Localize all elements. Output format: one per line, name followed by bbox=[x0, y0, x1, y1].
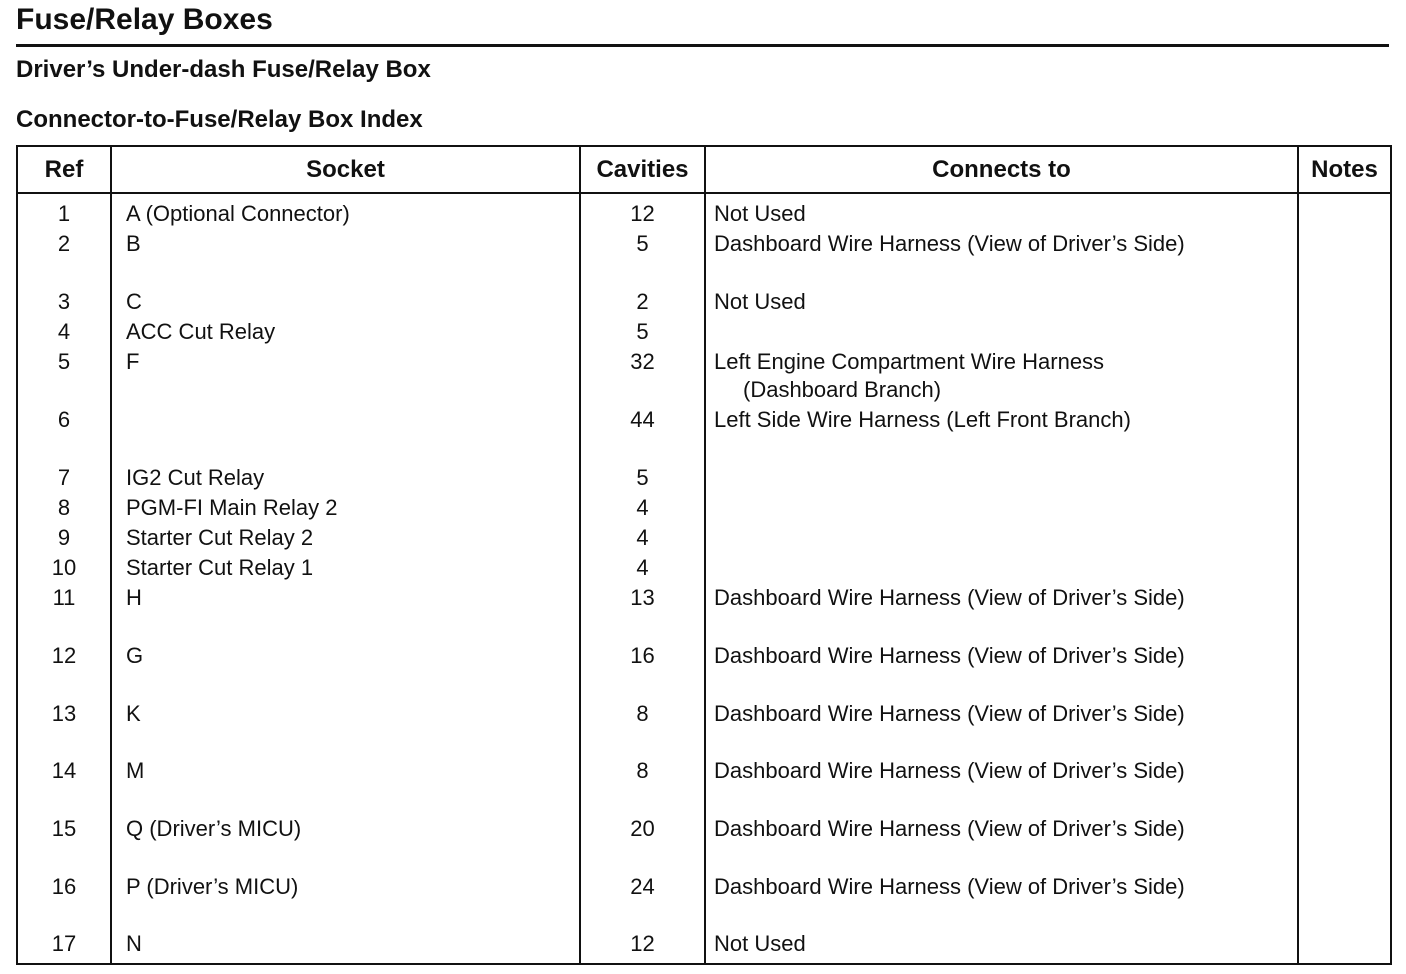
cavities-cell: 4 bbox=[636, 525, 649, 550]
connects-to-cell: Not Used bbox=[714, 289, 806, 314]
cavities-cell: 44 bbox=[630, 407, 655, 432]
connects-to-cell: Dashboard Wire Harness (View of Driver’s Side) bbox=[714, 231, 1185, 256]
column-divider bbox=[704, 147, 706, 963]
connects-to-cell: Dashboard Wire Harness (View of Driver’s Side) bbox=[714, 758, 1185, 783]
connects-to-cell: Not Used bbox=[714, 931, 806, 956]
ref-cell: 17 bbox=[51, 931, 77, 956]
connects-to-cell: Dashboard Wire Harness (View of Driver’s Side) bbox=[714, 816, 1185, 841]
column-header-notes: Notes bbox=[1311, 156, 1378, 183]
page-title: Fuse/Relay Boxes bbox=[16, 3, 273, 36]
ref-cell: 10 bbox=[51, 555, 77, 580]
column-divider bbox=[110, 147, 112, 963]
connects-to-cell: Left Side Wire Harness (Left Front Branch) bbox=[714, 407, 1131, 432]
cavities-cell: 8 bbox=[636, 758, 649, 783]
ref-cell: 6 bbox=[57, 407, 71, 432]
socket-cell: A (Optional Connector) bbox=[126, 201, 350, 226]
column-divider bbox=[1297, 147, 1299, 963]
socket-cell: H bbox=[126, 585, 142, 610]
column-header-connects-to: Connects to bbox=[932, 156, 1071, 183]
socket-cell: N bbox=[126, 931, 142, 956]
ref-cell: 5 bbox=[57, 349, 71, 374]
connects-to-cell: Dashboard Wire Harness (View of Driver’s Side) bbox=[714, 585, 1185, 610]
ref-cell: 13 bbox=[51, 701, 77, 726]
socket-cell: Q (Driver’s MICU) bbox=[126, 816, 302, 841]
socket-cell: P (Driver’s MICU) bbox=[126, 874, 299, 899]
socket-cell: IG2 Cut Relay bbox=[126, 465, 265, 490]
ref-cell: 12 bbox=[51, 643, 77, 668]
ref-cell: 7 bbox=[57, 465, 71, 490]
cavities-cell: 12 bbox=[630, 931, 655, 956]
cavities-cell: 8 bbox=[636, 701, 649, 726]
socket-cell: PGM-FI Main Relay 2 bbox=[126, 495, 338, 520]
cavities-cell: 20 bbox=[630, 816, 655, 841]
ref-cell: 11 bbox=[52, 585, 76, 610]
socket-cell: M bbox=[126, 758, 145, 783]
section-subtitle: Driver’s Under-dash Fuse/Relay Box bbox=[16, 56, 431, 83]
cavities-cell: 13 bbox=[630, 585, 655, 610]
header-divider bbox=[18, 192, 1390, 194]
socket-cell: C bbox=[126, 289, 142, 314]
socket-cell: K bbox=[126, 701, 141, 726]
connects-to-cell: Left Engine Compartment Wire Harness bbox=[714, 349, 1105, 374]
column-header-cavities: Cavities bbox=[596, 156, 689, 183]
cavities-cell: 16 bbox=[630, 643, 655, 668]
connects-to-continuation: (Dashboard Branch) bbox=[743, 377, 942, 402]
cavities-cell: 4 bbox=[636, 495, 649, 520]
title-divider bbox=[16, 44, 1389, 47]
connects-to-cell: Dashboard Wire Harness (View of Driver’s Side) bbox=[714, 874, 1185, 899]
connector-index-table bbox=[16, 145, 1392, 965]
socket-cell: B bbox=[126, 231, 141, 256]
socket-cell: G bbox=[126, 643, 144, 668]
ref-cell: 15 bbox=[51, 816, 77, 841]
cavities-cell: 12 bbox=[630, 201, 655, 226]
column-header-ref: Ref bbox=[44, 156, 84, 183]
socket-cell: ACC Cut Relay bbox=[126, 319, 276, 344]
cavities-cell: 32 bbox=[630, 349, 655, 374]
cavities-cell: 24 bbox=[630, 874, 655, 899]
ref-cell: 16 bbox=[51, 874, 77, 899]
ref-cell: 9 bbox=[57, 525, 71, 550]
ref-cell: 1 bbox=[57, 201, 71, 226]
ref-cell: 2 bbox=[57, 231, 71, 256]
connects-to-cell: Dashboard Wire Harness (View of Driver’s Side) bbox=[714, 643, 1185, 668]
cavities-cell: 5 bbox=[636, 465, 649, 490]
cavities-cell: 5 bbox=[636, 231, 649, 256]
cavities-cell: 5 bbox=[636, 319, 649, 344]
ref-cell: 8 bbox=[57, 495, 71, 520]
connects-to-cell-line-2 bbox=[714, 376, 941, 404]
ref-cell: 3 bbox=[57, 289, 71, 314]
ref-cell: 4 bbox=[57, 319, 71, 344]
cavities-cell: 4 bbox=[636, 555, 649, 580]
ref-cell: 14 bbox=[51, 758, 77, 783]
socket-cell: Starter Cut Relay 2 bbox=[126, 525, 314, 550]
socket-cell: F bbox=[126, 349, 140, 374]
index-title: Connector-to-Fuse/Relay Box Index bbox=[16, 106, 423, 133]
connects-to-cell: Not Used bbox=[714, 201, 806, 226]
cavities-cell: 2 bbox=[636, 289, 649, 314]
connects-to-cell: Dashboard Wire Harness (View of Driver’s Side) bbox=[714, 701, 1185, 726]
column-header-socket: Socket bbox=[306, 156, 385, 183]
socket-cell: Starter Cut Relay 1 bbox=[126, 555, 314, 580]
